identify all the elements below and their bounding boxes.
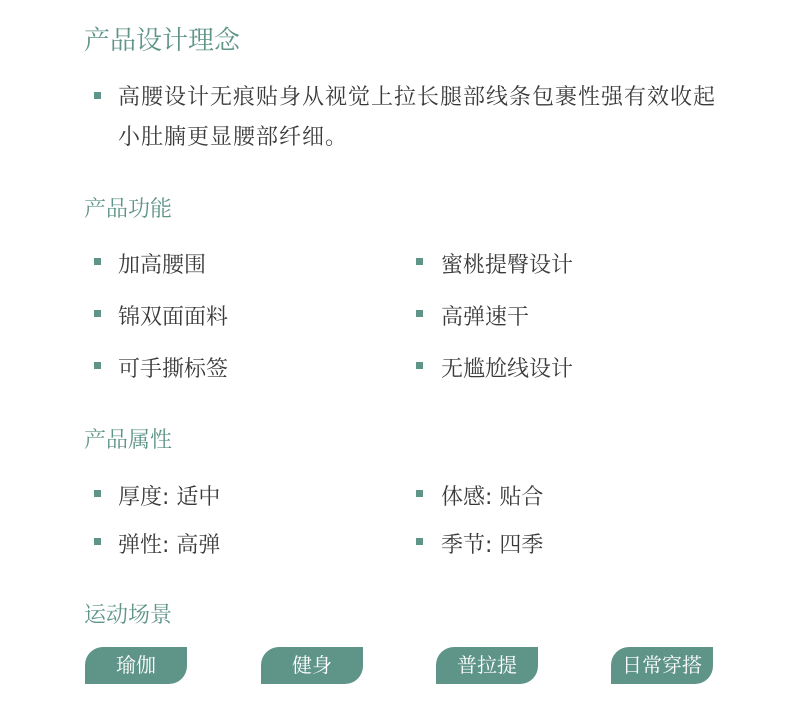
bullet-icon	[416, 258, 423, 265]
bullet-icon	[94, 490, 101, 497]
function-item: 加高腰围	[118, 253, 207, 278]
scene-tag-yoga: 瑜伽	[85, 647, 187, 684]
bullet-icon	[94, 92, 101, 99]
functions-title: 产品功能	[84, 197, 173, 222]
attribute-item: 弹性: 高弹	[118, 533, 221, 558]
attribute-item: 季节: 四季	[441, 533, 544, 558]
attributes-title: 产品属性	[84, 428, 173, 453]
scene-tag-pilates: 普拉提	[436, 647, 538, 684]
concept-text: 高腰设计无痕贴身从视觉上拉长腿部线条包裹性强有效收起小肚腩更显腰部纤细。	[118, 85, 717, 150]
scene-tag-daily-wear: 日常穿搭	[611, 647, 713, 684]
function-item: 无尴尬线设计	[441, 357, 574, 382]
bullet-icon	[416, 538, 423, 545]
function-item: 蜜桃提臀设计	[441, 253, 574, 278]
attribute-item: 厚度: 适中	[118, 485, 221, 510]
bullet-icon	[94, 538, 101, 545]
scenes-title: 运动场景	[84, 603, 173, 628]
function-item: 锦双面面料	[118, 305, 229, 330]
bullet-icon	[416, 310, 423, 317]
bullet-icon	[416, 362, 423, 369]
attribute-item: 体感: 贴合	[441, 485, 544, 510]
bullet-icon	[94, 310, 101, 317]
function-item: 可手撕标签	[118, 357, 229, 382]
concept-title: 产品设计理念	[84, 26, 241, 56]
bullet-icon	[94, 362, 101, 369]
function-item: 高弹速干	[441, 305, 530, 330]
bullet-icon	[94, 258, 101, 265]
scene-tag-fitness: 健身	[261, 647, 363, 684]
bullet-icon	[416, 490, 423, 497]
